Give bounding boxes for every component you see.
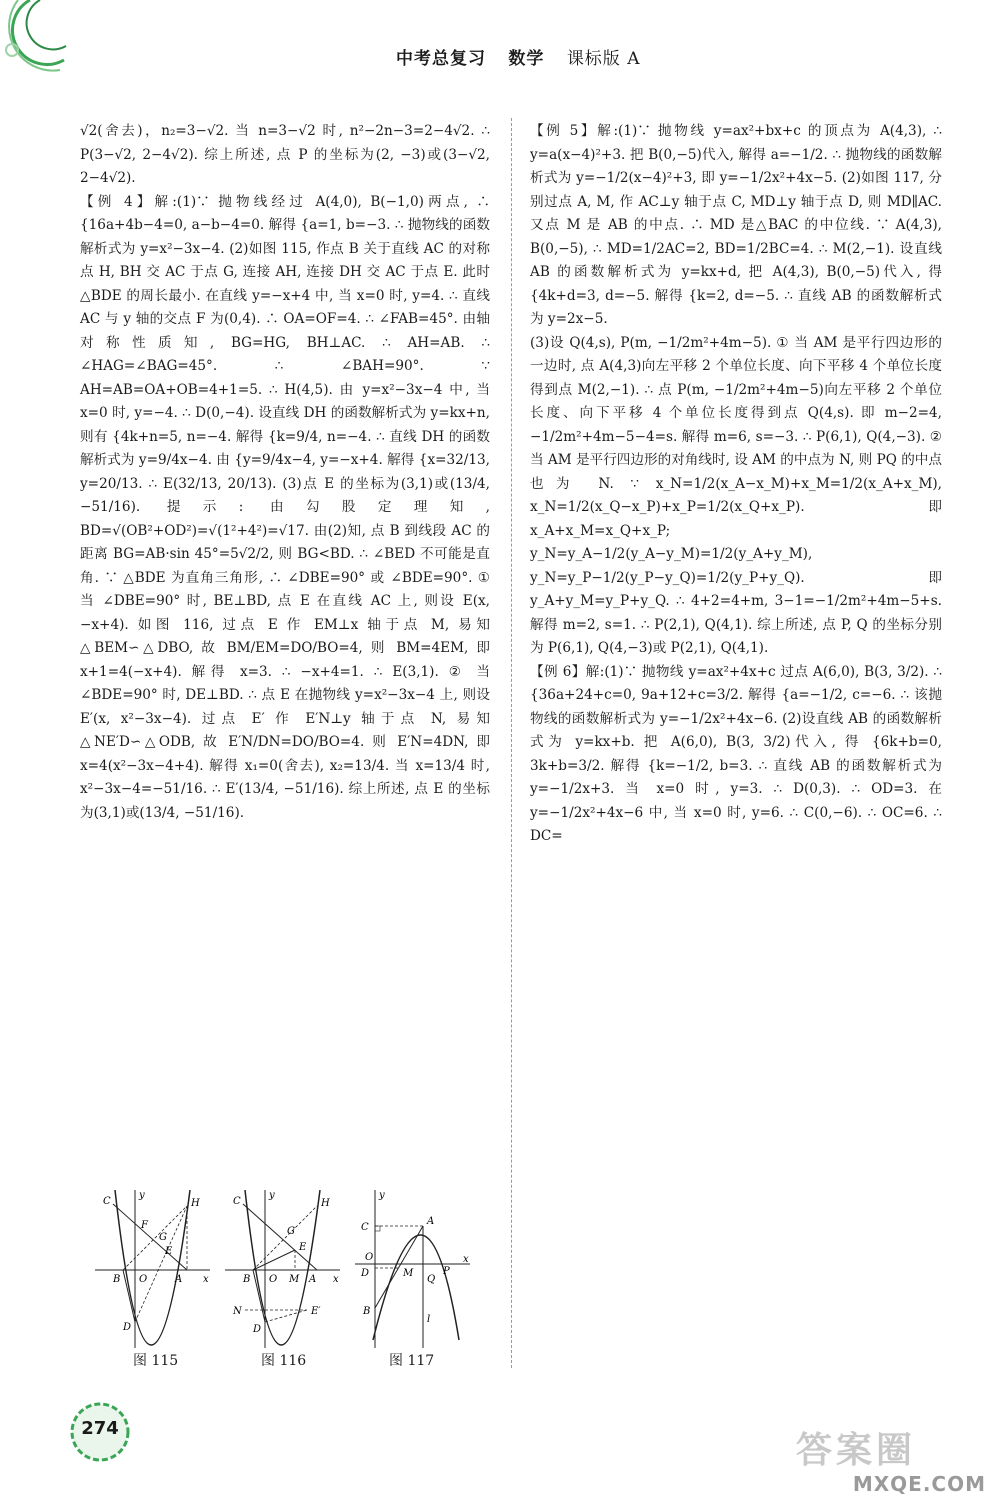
fig-label: G bbox=[159, 1232, 167, 1243]
watermark-url: MXQE.COM bbox=[852, 1472, 986, 1496]
right-paragraph: 【例 6】解:(1)∵ 抛物线 y=ax²+4x+c 过点 A(6,0), B(3, 3/2). ∴ {36a+24+c=0, 9a+12+c=3/2. 解得 {a=−1/2, c=−6. ∴ 该抛物线的函数解析式为 y=−1/2x²+4x−6. (2)设直线 AB 的函数解析式为 y=kx+b. 把 A(6,0), B(3, 3/2)代入, 得 {6k+b=0, 3k+b=3/2. 解得 {k=−1/2, b=3. ∴ 直线 AB 的函数解析式为 y=−1/2x+3. 当 x=0 时, y=3. ∴ D(0,3). ∴ OD=3. 在 y=−1/2x²+4x−6 中, 当 x=0 时, y=6. ∴ C(0,−6). ∴ OC=6. ∴ DC= bbox=[530, 663, 942, 844]
fig-label: D bbox=[361, 1268, 370, 1279]
right-column bbox=[530, 120, 942, 849]
fig-label: C bbox=[361, 1222, 369, 1233]
fig-label: E bbox=[299, 1242, 307, 1253]
fig-label: E bbox=[165, 1246, 173, 1257]
fig-label: A bbox=[309, 1274, 317, 1285]
fig-label: l bbox=[427, 1314, 431, 1325]
left-paragraph: √2(舍去)，n₂=3−√2. 当 n=3−√2 时, n²−2n−3=2−4√2. ∴ P(3−√2, 2−4√2). 综上所述, 点 P 的坐标为(2, −3)或(3−√2, 2−4√2). bbox=[80, 123, 490, 186]
fig-label: x bbox=[333, 1274, 339, 1285]
watermark-stamp: 答案圈 bbox=[796, 1430, 917, 1471]
fig-label: D bbox=[253, 1324, 262, 1335]
figure-116 bbox=[225, 1190, 345, 1350]
fig-label: P bbox=[443, 1266, 450, 1277]
fig-label: E′ bbox=[311, 1306, 321, 1317]
page-number-badge bbox=[68, 1400, 132, 1464]
fig-label: Q bbox=[427, 1274, 436, 1285]
fig-label: M bbox=[403, 1268, 414, 1279]
figures-row bbox=[95, 1190, 485, 1370]
fig-label: y bbox=[269, 1190, 275, 1201]
figure-caption: 图 116 bbox=[261, 1353, 307, 1369]
figure-115 bbox=[95, 1190, 215, 1350]
page-header bbox=[396, 44, 641, 69]
figure-caption: 图 117 bbox=[389, 1353, 435, 1369]
fig-label: A bbox=[427, 1216, 435, 1227]
fig-label: C bbox=[233, 1196, 241, 1207]
right-paragraph: 【例 5】解:(1)∵ 抛物线 y=ax²+bx+c 的顶点为 A(4,3), ∴ y=a(x−4)²+3. 把 B(0,−5)代入, 解得 a=−1/2. ∴ 抛物线的函数解析式为 y=−1/2(x−4)²+3, 即 y=−1/2x²+4x−5. (2)如图 117, 分别过点 A, M, 作 AC⊥y 轴于点 C, MD⊥y 轴于点 D, 则 MD∥AC. 又点 M 是 AB 的中点. ∴ MD 是△BAC 的中位线. ∵ A(4,3), B(0,−5), ∴ MD=1/2AC=2, BD=1/2BC=4. ∴ M(2,−1). 设直线 AB 的函数解析式为 y=kx+d, 把 A(4,3), B(0,−5)代入, 得 {4k+d=3, d=−5. 解得 {k=2, d=−5. ∴ 直线 AB 的函数解析式为 y=2x−5. bbox=[530, 123, 942, 327]
edition-label: 课标版 A bbox=[566, 49, 641, 69]
fig-label: B bbox=[113, 1274, 121, 1285]
book-title: 中考总复习 bbox=[396, 49, 486, 69]
fig-label: y bbox=[139, 1190, 145, 1201]
column-divider bbox=[511, 118, 512, 1368]
fig-label: B bbox=[363, 1306, 371, 1317]
left-paragraph: 【例 4】解:(1)∵ 抛物线经过 A(4,0), B(−1,0)两点, ∴ {16a+4b−4=0, a−b−4=0. 解得 {a=1, b=−3. ∴ 抛物线的函数解析式为 y=x²−3x−4. (2)如图 115, 作点 B 关于直线 AC 的对称点 H, BH 交 AC 于点 G, 连接 AH, 连接 DH 交 AC 于点 E. 此时△BDE 的周长最小. 在直线 y=−x+4 中, 当 x=0 时, y=4. ∴ 直线 AC 与 y 轴的交点 F 为(0,4). ∴ OA=OF=4. ∴ ∠FAB=45°. 由轴对称性质知, BG=HG, BH⊥AC. ∴ AH=AB. ∴ ∠HAG=∠BAG=45°. ∴ ∠BAH=90°. ∵ AH=AB=OA+OB=4+1=5. ∴ H(4,5). 由 y=x²−3x−4 中, 当 x=0 时, y=−4. ∴ D(0,−4). 设直线 DH 的函数解析式为 y=kx+n, 则有 {4k+n=5, n=−4. 解得 {k=9/4, n=−4. ∴ 直线 DH 的函数解析式为 y=9/4x−4. 由 {y=9/4x−4, y=−x+4. 解得 {x=32/13, y=20/13. ∴ E(32/13, 20/13). (3)点 E 的坐标为(3,1)或(13/4, −51/16). 提示: 由勾股定理知, BD=√(OB²+OD²)=√(1²+4²)=√17. 由(2)知, 点 B 到线段 AC 的距离 BG=AB·sin 45°=5√2/2, 则 BG<BD. ∴ ∠BED 不可能是直角. ∵ △BDE 为直角三角形, ∴ ∠DBE=90° 或 ∠BDE=90°. ① 当 ∠DBE=90° 时, BE⊥BD, 点 E 在直线 AC 上, 则设 E(x, −x+4). 如图 116, 过点 E 作 EM⊥x 轴于点 M, 易知△BEM∽△DBO, 故 BM/EM=DO/BO=4, 则 BM=4EM, 即 x+1=4(−x+4). 解得 x=3. ∴ −x+4=1. ∴ E(3,1). ② 当 ∠BDE=90° 时, DE⊥BD. ∴ 点 E 在抛物线 y=x²−3x−4 上, 则设 E′(x, x²−3x−4). 过点 E′ 作 E′N⊥y 轴于点 N, 易知△NE′D∽△ODB, 故 E′N/DN=DO/BO=4. 则 E′N=4DN, 即 x=4(x²−3x−4+4). 解得 x₁=0(舍去), x₂=13/4. 当 x=13/4 时, x²−3x−4=−51/16. ∴ E′(13/4, −51/16). 综上所述, 点 E 的坐标为(3,1)或(13/4, −51/16). bbox=[80, 193, 490, 821]
fig-label: D bbox=[123, 1322, 132, 1333]
fig-label: x bbox=[463, 1254, 469, 1265]
fig-label: H bbox=[321, 1198, 330, 1209]
subject-title: 数学 bbox=[508, 49, 545, 69]
watermark bbox=[790, 1420, 990, 1500]
fig-label: H bbox=[191, 1198, 200, 1209]
fig-label: O bbox=[365, 1252, 374, 1263]
fig-label: B bbox=[243, 1274, 251, 1285]
fig-label: M bbox=[289, 1274, 300, 1285]
figure-caption: 图 115 bbox=[133, 1353, 179, 1369]
corner-logo bbox=[0, 0, 80, 80]
figure-117 bbox=[355, 1190, 475, 1350]
fig-label: O bbox=[269, 1274, 278, 1285]
fig-label: F bbox=[141, 1220, 148, 1231]
fig-label: A bbox=[175, 1274, 183, 1285]
fig-label: x bbox=[203, 1274, 209, 1285]
right-paragraph: (3)设 Q(4,s), P(m, −1/2m²+4m−5). ① 当 AM 是平行四边形的一边时, 点 A(4,3)向左平移 2 个单位长度、向下平移 4 个单位长度得到点 M(2,−1). ∴ 点 P(m, −1/2m²+4m−5)向左平移 2 个单位长度、向下平移 4 个单位长度得到点 Q(4,s). 即 m−2=4, −1/2m²+4m−5−4=s. 解得 m=6, s=−3. ∴ P(6,1), Q(4,−3). ② 当 AM 是平行四边形的对角线时, 设 AM 的中点为 N, 则 PQ 的中点也为 N. ∵ x_N=1/2(x_A−x_M)+x_M=1/2(x_A+x_M), x_N=1/2(x_Q−x_P)+x_P=1/2(x_Q+x_P). 即 x_A+x_M=x_Q+x_P; y_N=y_A−1/2(y_A−y_M)=1/2(y_A+y_M), y_N=y_P−1/2(y_P−y_Q)=1/2(y_P+y_Q). 即 y_A+y_M=y_P+y_Q. ∴ 4+2=4+m, 3−1=−1/2m²+4m−5+s. 解得 m=2, s=1. ∴ P(2,1), Q(4,1). 综上所述, 点 P, Q 的坐标分别为 P(6,1), Q(4,−3)或 P(2,1), Q(4,1). bbox=[530, 334, 942, 656]
page-number: 274 bbox=[81, 1418, 119, 1439]
fig-label: G bbox=[287, 1226, 295, 1237]
fig-label: O bbox=[139, 1274, 148, 1285]
fig-label: C bbox=[103, 1196, 111, 1207]
fig-label: y bbox=[379, 1190, 385, 1201]
left-column bbox=[80, 120, 490, 825]
fig-label: N bbox=[233, 1306, 242, 1317]
